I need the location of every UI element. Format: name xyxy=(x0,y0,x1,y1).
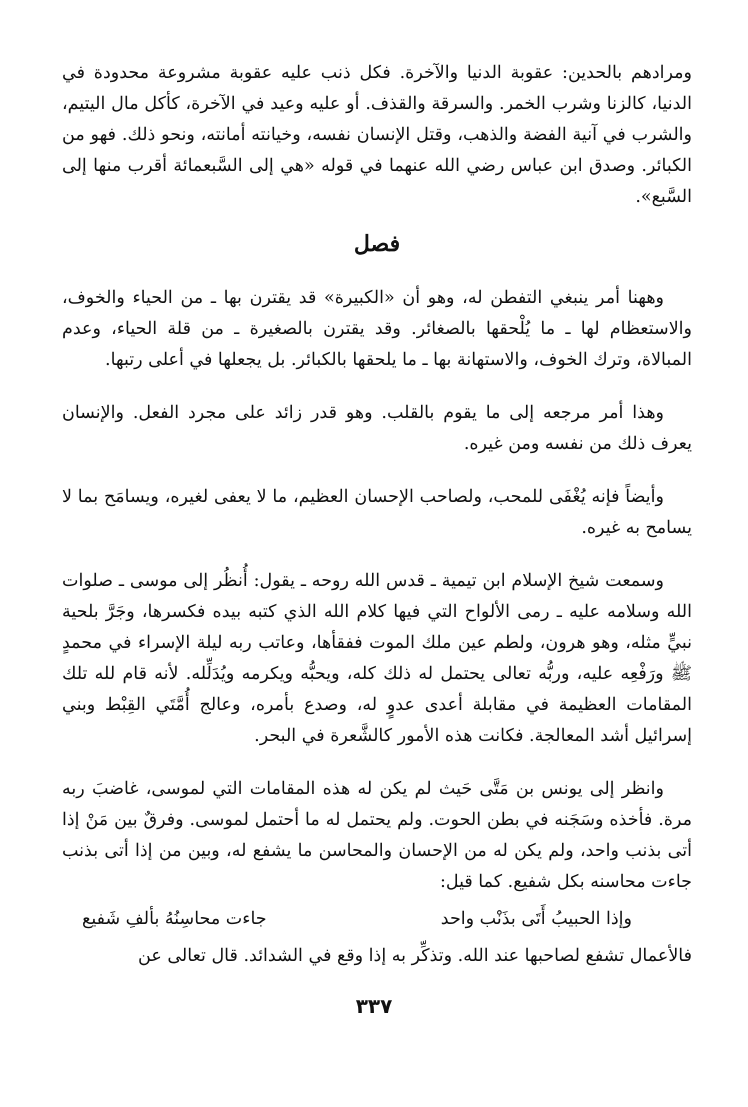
poetry-verse xyxy=(62,904,692,935)
section-title: فصل xyxy=(353,231,401,257)
paragraph-3: وأيضاً فإنه يُغْفَى للمحب، ولصاحب الإحسان العظيم، ما لا يعفى لغيره، ويسامَح بما لا يسامح به غيره. xyxy=(62,487,692,538)
paragraph-1: وههنا أمر ينبغي التفطن له، وهو أن «الكبيرة» قد يقترن بها ـ من الحياء والخوف، والاستعظام لها ـ ما يُلْحقها بالصغائر. وقد يقترن بالصغيرة ـ من قلة الحياء، وعدم المبالاة، وترك الخوف، والاستهانة بها ـ ما يلحقها بالكبائر. بل يجعلها في أعلى رتبها. xyxy=(62,288,692,370)
paragraph-4: وسمعت شيخ الإسلام ابن تيمية ـ قدس الله روحه ـ يقول: أُنظُر إلى موسى ـ صلوات الله وسلامه عليه ـ رمى الألواح التي فيها كلام الله الذي كتبه بيده فكسرها، وجَرَّ بلحية نبيٍّ مثله، وهو هرون، ولطم عين ملك الموت ففقأها، وعاتب ربه ليلة الإسراء في محمدٍ ﷺ ورَفْعِه عليه، وربُّه تعالى يحتمل له ذلك كله، ويحبُّه ويكرمه ويُدَلِّله. لأنه قام لله تلك المقامات العظيمة في مقابلة أعدى عدوٍ له، وصدع بأمره، وعالج أُمَّتَي القِبْط وبني إسرائيل أشد المعالجة. فكانت هذه الأمور كالشَّعرة في البحر. xyxy=(62,571,692,746)
paragraph-intro: ومرادهم بالحدين: عقوبة الدنيا والآخرة. فكل ذنب عليه عقوبة مشروعة محدودة في الدنيا، كالزنا وشرب الخمر. والسرقة والقذف. أو عليه وعيد في الآخرة، كأكل مال اليتيم، والشرب في آنية الفضة والذهب، وقتل الإنسان نفسه، وخيانته أمانته، ونحو ذلك. فهو من الكبائر. وصدق ابن عباس رضي الله عنهما في قوله «هي إلى السَّبعمائة أقرب منها إلى السَّبع». xyxy=(62,63,692,207)
page-number: ٣٣٧ xyxy=(355,994,393,1018)
verse-second-hemistich: جاءت محاسِنُهُ بألفِ شَفيع xyxy=(82,909,267,929)
paragraph-2: وهذا أمر مرجعه إلى ما يقوم بالقلب. وهو قدر زائد على مجرد الفعل. والإنسان يعرف ذلك من نفسه ومن غيره. xyxy=(62,403,692,454)
paragraph-5: وانظر إلى يونس بن مَتَّى حَيث لم يكن له هذه المقامات التي لموسى، غاضبَ ربه مرة. فأخذه وسَجَنه في بطن الحوت. ولم يحتمل له ما أحتمل لموسى. وفرقٌ بين مَنْ إذا أتى بذنب واحد، ولم يكن له من الإحسان والمحاسن ما يشفع له، وبين من إذا أتى بذنب جاءت محاسنه بكل شفيع. كما قيل: xyxy=(62,779,692,892)
verse-first-hemistich: وإذا الحبيبُ أَتَى بذَنْب واحد xyxy=(440,909,632,929)
page-body xyxy=(62,58,692,972)
paragraph-after-verse: فالأعمال تشفع لصاحبها عند الله. وتذكِّر به إذا وقع في الشدائد. قال تعالى عن xyxy=(138,946,692,966)
